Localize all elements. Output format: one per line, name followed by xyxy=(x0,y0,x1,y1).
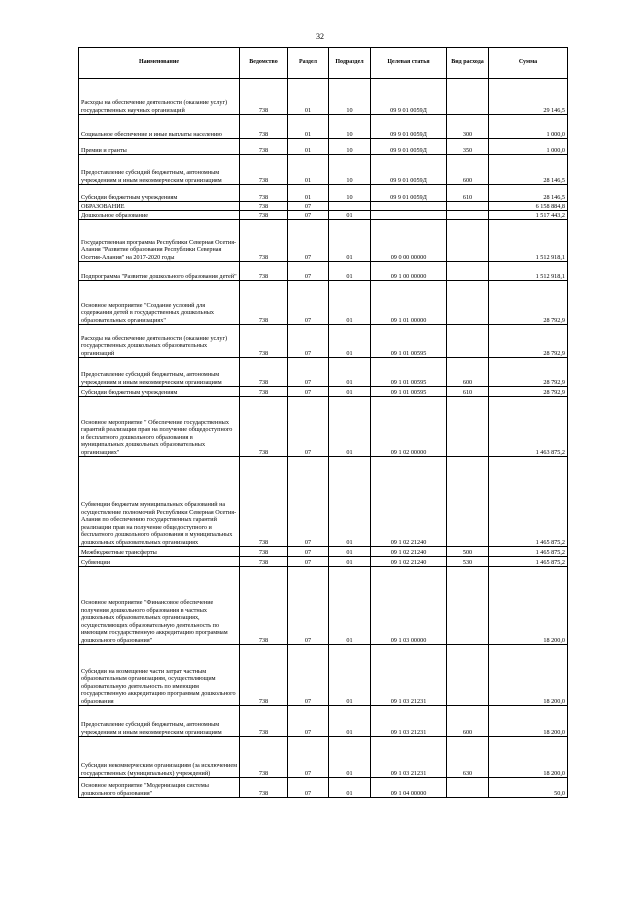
row-expense-type xyxy=(447,202,489,211)
row-department: 738 xyxy=(240,706,288,737)
row-sum: 18 200,0 xyxy=(489,567,568,645)
table-row xyxy=(79,262,568,281)
table-header-row xyxy=(79,48,568,79)
row-name: Премии и гранты xyxy=(79,139,240,155)
header-section: Раздел xyxy=(288,48,329,79)
row-subsection: 01 xyxy=(329,557,371,567)
row-expense-type: 600 xyxy=(447,358,489,387)
row-name: Подпрограмма "Развитие дошкольного образования детей" xyxy=(79,262,240,281)
row-department: 738 xyxy=(240,139,288,155)
row-sum: 28 792,9 xyxy=(489,281,568,325)
row-sum: 18 200,0 xyxy=(489,645,568,706)
table-row xyxy=(79,778,568,798)
row-sum: 50,0 xyxy=(489,778,568,798)
header-sum: Сумма xyxy=(489,48,568,79)
row-section: 01 xyxy=(288,79,329,115)
row-name: Предоставление субсидий бюджетным, автономным учреждениям и иным некоммерческим организациям xyxy=(79,358,240,387)
row-expense-type xyxy=(447,220,489,262)
row-target-article: 09 1 01 00000 xyxy=(371,281,447,325)
row-expense-type: 600 xyxy=(447,155,489,185)
row-section: 07 xyxy=(288,645,329,706)
row-subsection: 01 xyxy=(329,387,371,397)
table-row xyxy=(79,358,568,387)
row-section: 07 xyxy=(288,567,329,645)
table-row xyxy=(79,387,568,397)
row-subsection: 10 xyxy=(329,115,371,139)
table-row xyxy=(79,567,568,645)
table-row xyxy=(79,185,568,202)
row-subsection: 01 xyxy=(329,547,371,557)
row-section: 07 xyxy=(288,706,329,737)
row-department: 738 xyxy=(240,220,288,262)
row-expense-type: 610 xyxy=(447,387,489,397)
budget-table xyxy=(78,47,568,798)
row-sum: 1 512 918,1 xyxy=(489,262,568,281)
row-sum: 1 000,0 xyxy=(489,115,568,139)
row-department: 738 xyxy=(240,262,288,281)
row-target-article: 09 1 03 00000 xyxy=(371,567,447,645)
row-expense-type xyxy=(447,397,489,457)
row-name: Межбюджетные трансферты xyxy=(79,547,240,557)
row-department: 738 xyxy=(240,211,288,220)
row-section: 07 xyxy=(288,387,329,397)
row-department: 738 xyxy=(240,155,288,185)
row-section: 01 xyxy=(288,139,329,155)
row-target-article: 09 1 04 00000 xyxy=(371,778,447,798)
row-department: 738 xyxy=(240,185,288,202)
row-subsection: 01 xyxy=(329,645,371,706)
row-name: Субсидии бюджетным учреждениям xyxy=(79,387,240,397)
row-subsection: 01 xyxy=(329,220,371,262)
row-name: Дошкольное образование xyxy=(79,211,240,220)
row-department: 738 xyxy=(240,79,288,115)
row-department: 738 xyxy=(240,645,288,706)
row-section: 01 xyxy=(288,155,329,185)
row-section: 07 xyxy=(288,397,329,457)
row-name: Субвенции xyxy=(79,557,240,567)
row-department: 738 xyxy=(240,325,288,358)
row-target-article: 09 1 01 00595 xyxy=(371,358,447,387)
table-row xyxy=(79,645,568,706)
row-expense-type: 300 xyxy=(447,115,489,139)
row-target-article: 09 1 03 21231 xyxy=(371,706,447,737)
row-department: 738 xyxy=(240,457,288,547)
row-sum: 18 200,0 xyxy=(489,737,568,778)
row-target-article: 09 9 01 0059Д xyxy=(371,155,447,185)
row-target-article: 09 9 01 0059Д xyxy=(371,185,447,202)
table-row xyxy=(79,211,568,220)
row-subsection: 10 xyxy=(329,139,371,155)
header-subsection: Подраздел xyxy=(329,48,371,79)
row-target-article: 09 1 03 21231 xyxy=(371,645,447,706)
row-target-article: 09 9 01 0059Д xyxy=(371,115,447,139)
table-row xyxy=(79,281,568,325)
table-row xyxy=(79,220,568,262)
table-row xyxy=(79,557,568,567)
row-target-article: 09 1 03 21231 xyxy=(371,737,447,778)
row-section: 07 xyxy=(288,202,329,211)
row-target-article: 09 1 02 21240 xyxy=(371,457,447,547)
table-row xyxy=(79,155,568,185)
row-expense-type xyxy=(447,79,489,115)
row-section: 07 xyxy=(288,281,329,325)
table-row xyxy=(79,202,568,211)
row-department: 738 xyxy=(240,737,288,778)
table-row xyxy=(79,139,568,155)
row-section: 07 xyxy=(288,220,329,262)
row-target-article: 09 1 00 00000 xyxy=(371,262,447,281)
row-target-article: 09 9 01 0059Д xyxy=(371,79,447,115)
row-name: Предоставление субсидий бюджетным, автономным учреждениям и иным некоммерческим организациям xyxy=(79,706,240,737)
row-sum: 28 792,9 xyxy=(489,358,568,387)
row-name: Расходы на обеспечение деятельности (оказание услуг) государственных дошкольных образовательных организаций xyxy=(79,325,240,358)
row-name: Предоставление субсидий бюджетным, автономным учреждениям и иным некоммерческим организациям xyxy=(79,155,240,185)
table-body xyxy=(79,79,568,798)
table-row xyxy=(79,325,568,358)
row-section: 07 xyxy=(288,778,329,798)
row-subsection: 01 xyxy=(329,397,371,457)
row-target-article: 09 1 01 00595 xyxy=(371,387,447,397)
row-expense-type xyxy=(447,645,489,706)
row-name: Социальное обеспечение и иные выплаты населению xyxy=(79,115,240,139)
row-subsection: 01 xyxy=(329,358,371,387)
row-sum: 28 146,5 xyxy=(489,185,568,202)
table-row xyxy=(79,547,568,557)
table-row xyxy=(79,397,568,457)
row-sum: 1 000,0 xyxy=(489,139,568,155)
row-name: Субвенции бюджетам муниципальных образований на осуществление полномочий Республики Северная Осетия-Алания по обеспечению государственных гарантий реализации прав на получение общедоступного и бесплатного дошкольного образования в муниципальных дошкольных образовательных организациях xyxy=(79,457,240,547)
row-section: 07 xyxy=(288,325,329,358)
row-subsection: 01 xyxy=(329,737,371,778)
row-name: ОБРАЗОВАНИЕ xyxy=(79,202,240,211)
page-number: 32 xyxy=(316,32,324,41)
header-department: Ведомство xyxy=(240,48,288,79)
row-expense-type: 630 xyxy=(447,737,489,778)
row-sum: 1 512 918,1 xyxy=(489,220,568,262)
row-name: Расходы на обеспечение деятельности (оказание услуг) государственных научных организаций xyxy=(79,79,240,115)
table-row xyxy=(79,706,568,737)
row-sum: 28 792,9 xyxy=(489,325,568,358)
row-sum: 1 517 443,2 xyxy=(489,211,568,220)
table-row xyxy=(79,457,568,547)
table-row xyxy=(79,115,568,139)
row-target-article: 09 9 01 0059Д xyxy=(371,139,447,155)
row-department: 738 xyxy=(240,778,288,798)
row-target-article xyxy=(371,202,447,211)
row-subsection: 01 xyxy=(329,281,371,325)
row-sum: 6 158 884,8 xyxy=(489,202,568,211)
row-section: 07 xyxy=(288,211,329,220)
row-expense-type xyxy=(447,778,489,798)
row-section: 07 xyxy=(288,557,329,567)
row-expense-type: 600 xyxy=(447,706,489,737)
row-section: 07 xyxy=(288,547,329,557)
row-expense-type xyxy=(447,281,489,325)
row-target-article: 09 1 02 00000 xyxy=(371,397,447,457)
row-expense-type: 350 xyxy=(447,139,489,155)
row-target-article: 09 1 02 21240 xyxy=(371,557,447,567)
row-department: 738 xyxy=(240,202,288,211)
row-target-article: 09 1 02 21240 xyxy=(371,547,447,557)
row-section: 01 xyxy=(288,115,329,139)
row-expense-type: 530 xyxy=(447,557,489,567)
row-sum: 28 146,5 xyxy=(489,155,568,185)
row-name: Основное мероприятие " Обеспечение государственных гарантий реализации прав на получение общедоступного и бесплатного дошкольного образования в муниципальных дошкольных образовательных организациях" xyxy=(79,397,240,457)
table-row xyxy=(79,79,568,115)
header-target-article: Целевая статья xyxy=(371,48,447,79)
row-subsection: 10 xyxy=(329,79,371,115)
row-target-article: 09 1 01 00595 xyxy=(371,325,447,358)
row-subsection: 01 xyxy=(329,211,371,220)
row-department: 738 xyxy=(240,115,288,139)
row-subsection: 01 xyxy=(329,262,371,281)
row-section: 01 xyxy=(288,185,329,202)
row-department: 738 xyxy=(240,387,288,397)
header-name: Наименование xyxy=(79,48,240,79)
row-name: Основное мероприятие "Модернизация системы дошкольного образования" xyxy=(79,778,240,798)
row-target-article: 09 0 00 00000 xyxy=(371,220,447,262)
header-expense-type: Вид расхода xyxy=(447,48,489,79)
row-subsection: 10 xyxy=(329,155,371,185)
row-subsection: 01 xyxy=(329,778,371,798)
row-subsection: 10 xyxy=(329,185,371,202)
row-department: 738 xyxy=(240,281,288,325)
row-department: 738 xyxy=(240,397,288,457)
row-expense-type: 500 xyxy=(447,547,489,557)
row-department: 738 xyxy=(240,547,288,557)
row-expense-type xyxy=(447,262,489,281)
row-department: 738 xyxy=(240,557,288,567)
row-expense-type xyxy=(447,457,489,547)
row-name: Субсидии некоммерческим организациям (за исключением государственных (муниципальных) учреждений) xyxy=(79,737,240,778)
row-sum: 1 463 875,2 xyxy=(489,397,568,457)
row-name: Основное мероприятие "Финансовое обеспечение получения дошкольного образования в частных дошкольных образовательных организациях, осуществляющих образовательную деятельность по имеющим государственную аккредитацию программам дошкольного образования" xyxy=(79,567,240,645)
row-sum: 1 465 875,2 xyxy=(489,547,568,557)
row-section: 07 xyxy=(288,262,329,281)
row-section: 07 xyxy=(288,737,329,778)
row-sum: 1 465 875,2 xyxy=(489,457,568,547)
row-department: 738 xyxy=(240,358,288,387)
row-department: 738 xyxy=(240,567,288,645)
row-sum: 18 200,0 xyxy=(489,706,568,737)
row-subsection: 01 xyxy=(329,706,371,737)
row-sum: 1 465 875,2 xyxy=(489,557,568,567)
row-name: Государственная программа Республики Северная Осетия-Алания "Развитие образования Республики Северная Осетия-Алания" на 2017-2020 годы xyxy=(79,220,240,262)
row-name: Субсидии на возмещение части затрат частным образовательным организациям, осуществляющим образовательную деятельность по имеющим государственную аккредитацию программам дошкольного образования xyxy=(79,645,240,706)
row-expense-type: 610 xyxy=(447,185,489,202)
table-row xyxy=(79,737,568,778)
row-expense-type xyxy=(447,325,489,358)
row-subsection: 01 xyxy=(329,457,371,547)
row-name: Субсидии бюджетным учреждениям xyxy=(79,185,240,202)
row-expense-type xyxy=(447,567,489,645)
row-expense-type xyxy=(447,211,489,220)
row-subsection: 01 xyxy=(329,325,371,358)
row-name: Основное мероприятие "Создание условий для содержания детей в государственных дошкольных образовательных организациях" xyxy=(79,281,240,325)
row-target-article xyxy=(371,211,447,220)
row-subsection xyxy=(329,202,371,211)
row-section: 07 xyxy=(288,457,329,547)
row-sum: 28 792,9 xyxy=(489,387,568,397)
row-subsection: 01 xyxy=(329,567,371,645)
row-section: 07 xyxy=(288,358,329,387)
row-sum: 29 146,5 xyxy=(489,79,568,115)
